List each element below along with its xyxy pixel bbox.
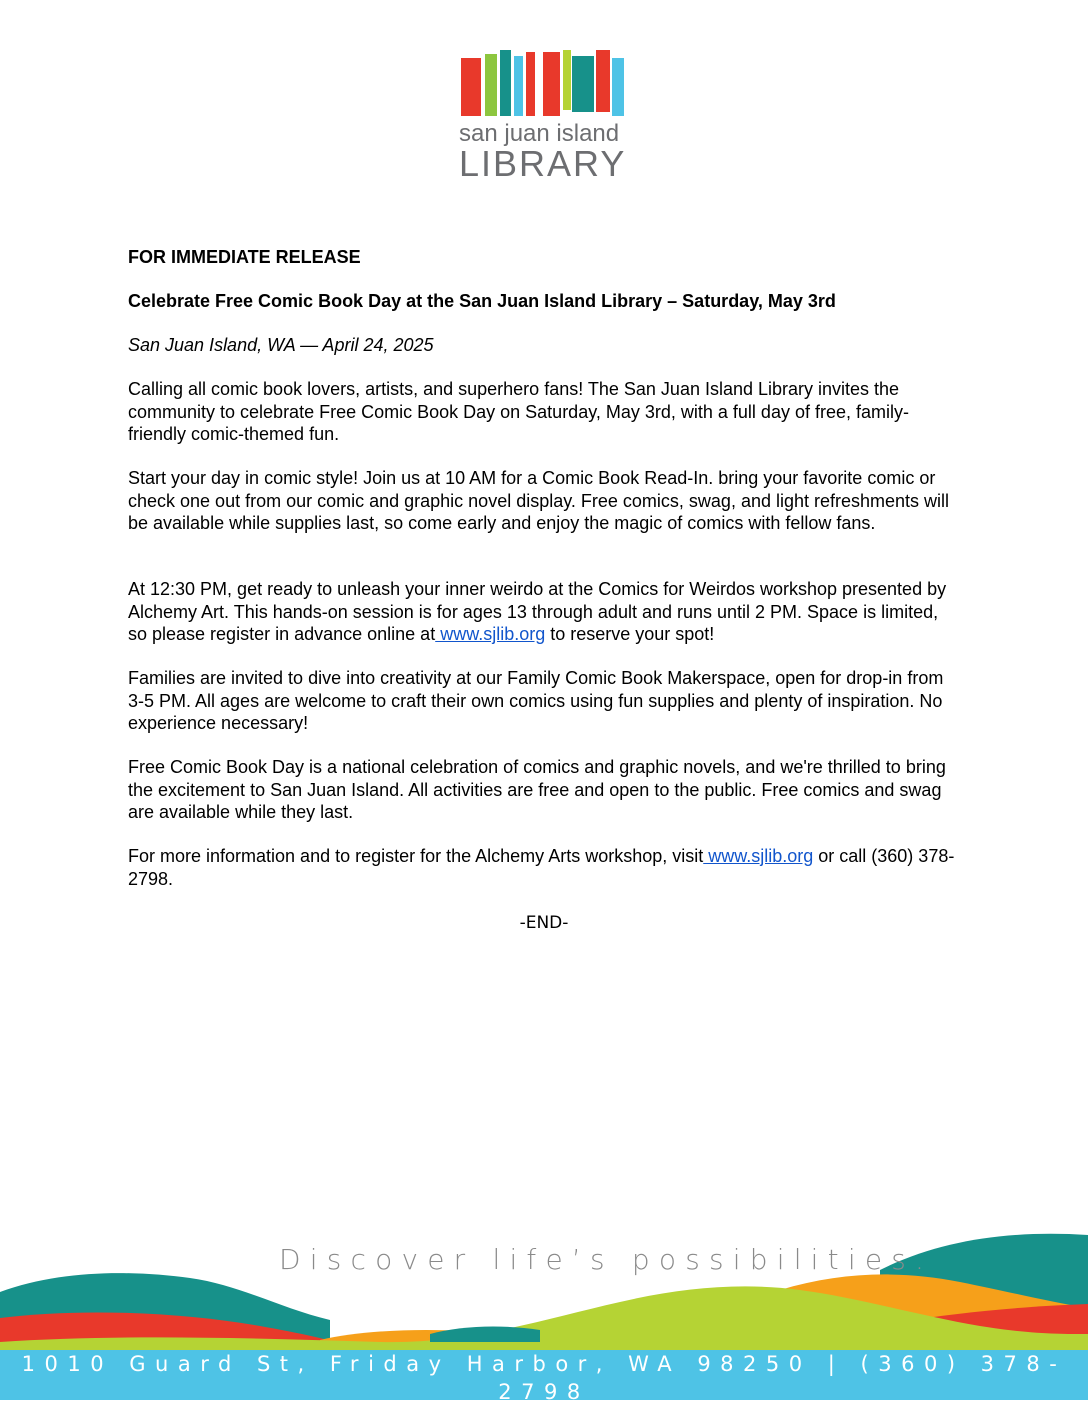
paragraph-contact (128, 845, 958, 890)
paragraph-national: Free Comic Book Day is a national celebration of comics and graphic novels, and we're thrilled to bring the excitement to San Juan Island. All activities are free and open to the public. Free comics and swag are available while they last. (128, 757, 946, 822)
workshop-text: At 12:30 PM, get ready to unleash your inner weirdo at the Comics for Weirdos workshop presented by Alchemy Art. This hands-on session is for ages 13 through adult and runs until 2 PM. Space is limited, so please register in advance online at (128, 579, 947, 644)
logo-line-2: LIBRARY (459, 143, 627, 184)
logo-line-1: san juan island (459, 120, 620, 147)
dateline: San Juan Island, WA — April 24, 2025 (128, 335, 434, 355)
paragraph-intro: Calling all comic book lovers, artists, and superhero fans! The San Juan Island Library invites the community to celebrate Free Comic Book Day on Saturday, May 3rd, with a full day of free, family-friendly comic-themed fun. (128, 379, 909, 444)
workshop-text-end: to reserve your spot! (545, 624, 715, 644)
footer-tagline: Discover life’s possibilities. (279, 1243, 934, 1276)
paragraph-workshop (128, 578, 958, 646)
logo-bars-icon (459, 48, 629, 118)
headline: Celebrate Free Comic Book Day at the San Juan Island Library – Saturday, May 3rd (128, 291, 836, 311)
contact-text-end: or call (360) 378-2798. (128, 846, 955, 889)
sjlib-link-workshop[interactable]: www.sjlib.org (435, 624, 546, 644)
end-marker: -END- (519, 913, 569, 933)
contact-text: For more information and to register for the Alchemy Arts workshop, visit (128, 846, 704, 866)
paragraph-makerspace: Families are invited to dive into creativity at our Family Comic Book Makerspace, open for drop-in from 3-5 PM. All ages are welcome to craft their own comics using fun supplies and plenty of inspiration. No experience necessary! (128, 668, 944, 733)
sjlib-link-contact[interactable]: www.sjlib.org (703, 846, 814, 866)
library-logo (459, 48, 629, 184)
paragraph-read-in: Start your day in comic style! Join us at 10 AM for a Comic Book Read-In. bring your favorite comic or check one out from our comic and graphic novel display. Free comics, swag, and light refreshments will be available while supplies last, so come early and enjoy the magic of comics with fellow fans. (128, 468, 950, 533)
release-label: FOR IMMEDIATE RELEASE (128, 247, 361, 267)
footer-address: 1010 Guard St, Friday Harbor, WA 98250 | (360) 378-2798 (21, 1352, 1067, 1404)
